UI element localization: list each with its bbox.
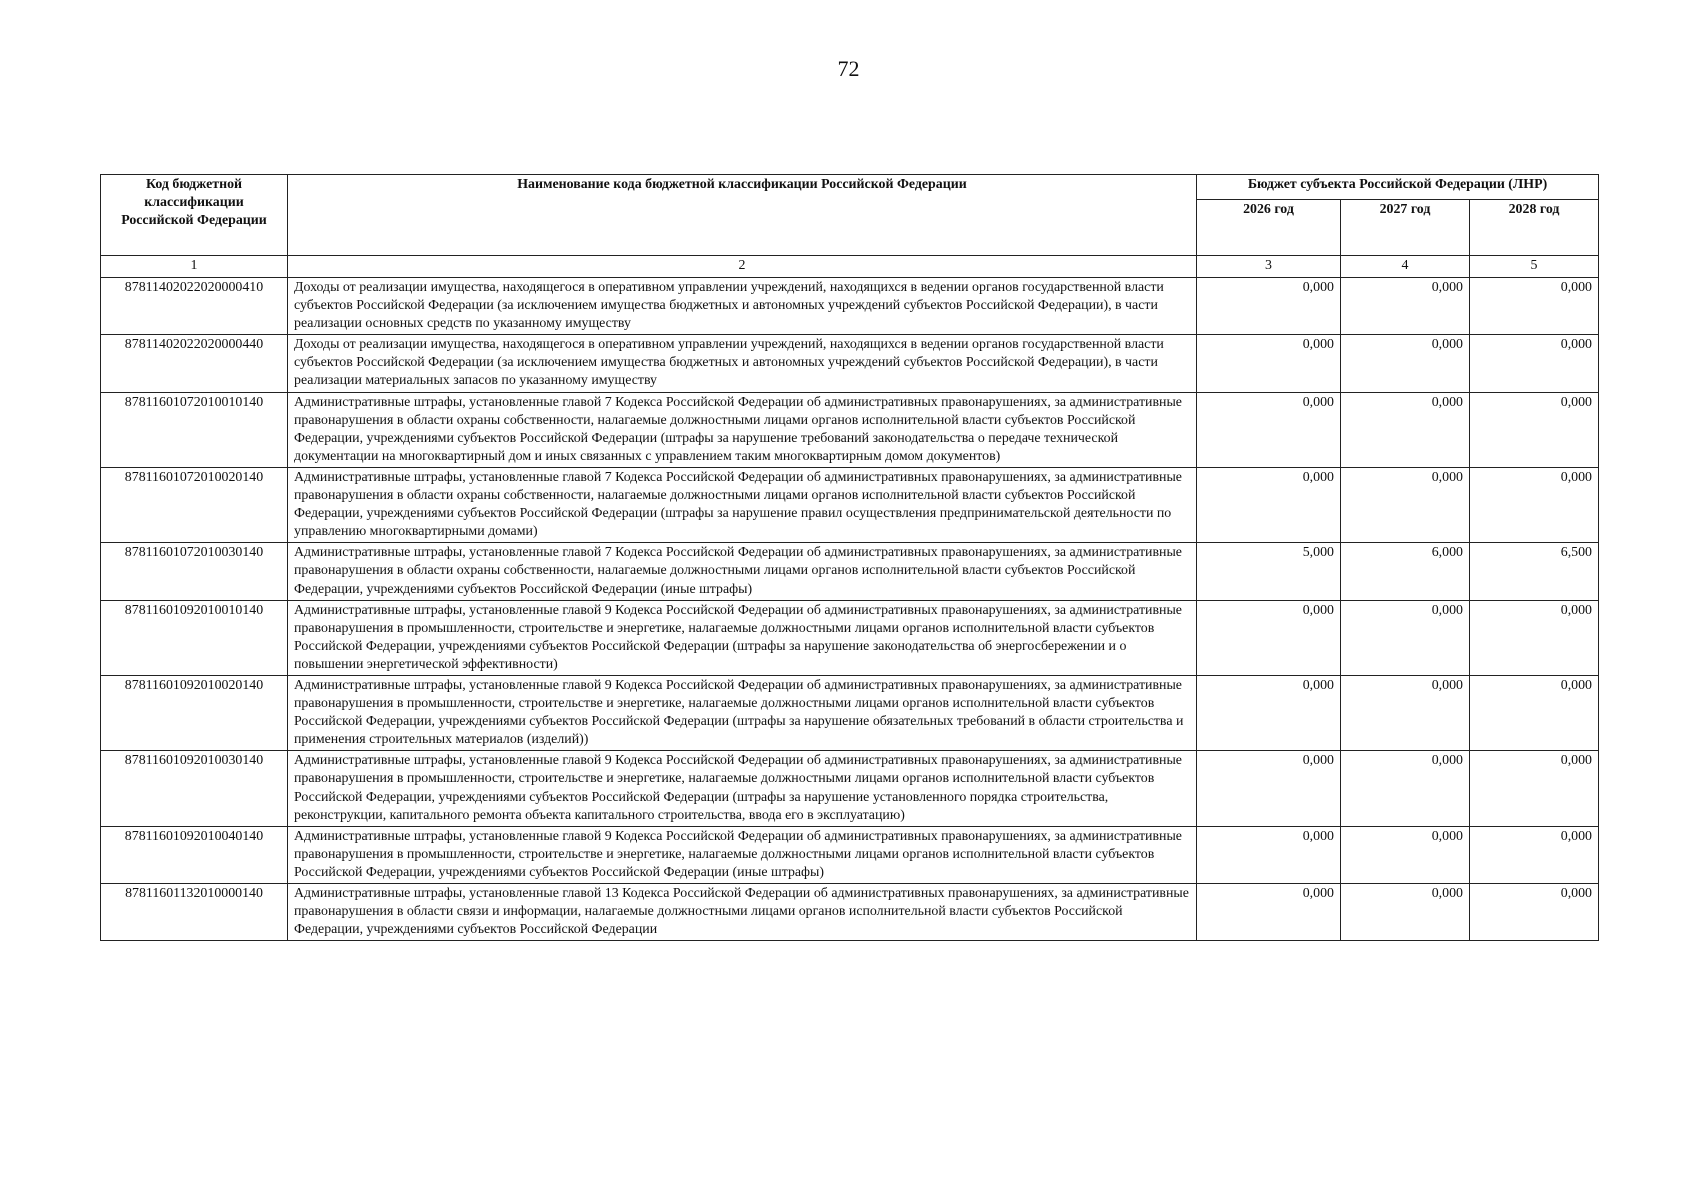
row-name: Административные штрафы, установленные главой 9 Кодекса Российской Федерации об административных правонарушениях, за административные правонарушения в промышленности, строительстве и энергетике, налагаемые должностными лицами органов исполнительной власти субъектов Российской Федерации, учреждениями субъектов Российской Федерации (иные штрафы) <box>288 826 1197 883</box>
row-name: Административные штрафы, установленные главой 9 Кодекса Российской Федерации об административных правонарушениях, за административные правонарушения в промышленности, строительстве и энергетике, налагаемые должностными лицами органов исполнительной власти субъектов Российской Федерации, учреждениями субъектов Российской Федерации (штрафы за нарушение установленного порядка строительства, реконструкции, капитального ремонта объекта капитального строительства, ввода его в эксплуатацию) <box>288 751 1197 826</box>
row-value-2026: 0,000 <box>1197 600 1341 675</box>
row-value-2028: 0,000 <box>1470 884 1599 941</box>
row-value-2028: 0,000 <box>1470 751 1599 826</box>
row-code: 87811601092010020140 <box>101 675 288 750</box>
table-row <box>101 278 1599 335</box>
row-code: 87811601072010030140 <box>101 543 288 600</box>
row-value-2026: 0,000 <box>1197 335 1341 392</box>
row-name: Административные штрафы, установленные главой 7 Кодекса Российской Федерации об административных правонарушениях, за административные правонарушения в области охраны собственности, налагаемые должностными лицами органов исполнительной власти субъектов Российской Федерации, учреждениями субъектов Российской Федерации (штрафы за нарушение правил осуществления предпринимательской деятельности по управлению многоквартирными домами) <box>288 467 1197 542</box>
header-row-top <box>101 175 1599 200</box>
row-value-2028: 0,000 <box>1470 335 1599 392</box>
row-value-2026: 0,000 <box>1197 826 1341 883</box>
table-row <box>101 467 1599 542</box>
row-code: 87811402022020000410 <box>101 278 288 335</box>
row-value-2027: 0,000 <box>1341 278 1470 335</box>
row-value-2026: 0,000 <box>1197 392 1341 467</box>
row-value-2027: 0,000 <box>1341 600 1470 675</box>
column-number-row <box>101 256 1599 278</box>
row-value-2027: 0,000 <box>1341 826 1470 883</box>
row-value-2027: 0,000 <box>1341 335 1470 392</box>
header-year-2026: 2026 год <box>1197 199 1341 255</box>
column-number: 4 <box>1341 256 1470 278</box>
row-code: 87811601132010000140 <box>101 884 288 941</box>
column-number: 2 <box>288 256 1197 278</box>
row-code: 87811601092010040140 <box>101 826 288 883</box>
row-value-2028: 0,000 <box>1470 600 1599 675</box>
table-row <box>101 392 1599 467</box>
row-code: 87811601092010030140 <box>101 751 288 826</box>
page-number: 72 <box>837 56 860 81</box>
table-row <box>101 751 1599 826</box>
table-row <box>101 826 1599 883</box>
row-value-2026: 0,000 <box>1197 884 1341 941</box>
row-value-2027: 0,000 <box>1341 467 1470 542</box>
row-value-2028: 0,000 <box>1470 278 1599 335</box>
column-number: 5 <box>1470 256 1599 278</box>
table-body <box>101 278 1599 941</box>
row-name: Административные штрафы, установленные главой 13 Кодекса Российской Федерации об административных правонарушениях, за административные правонарушения в области связи и информации, налагаемые должностными лицами органов исполнительной власти субъектов Российской Федерации, учреждениями субъектов Российской Федерации <box>288 884 1197 941</box>
row-code: 87811601072010010140 <box>101 392 288 467</box>
row-name: Административные штрафы, установленные главой 7 Кодекса Российской Федерации об административных правонарушениях, за административные правонарушения в области охраны собственности, налагаемые должностными лицами органов исполнительной власти субъектов Российской Федерации, учреждениями субъектов Российской Федерации (штрафы за нарушение требований законодательства о передаче технической документации на многоквартирный дом и иных связанных с управлением таким многоквартирным домом документов) <box>288 392 1197 467</box>
header-name: Наименование кода бюджетной классификации Российской Федерации <box>288 175 1197 256</box>
row-code: 87811601072010020140 <box>101 467 288 542</box>
table-row <box>101 675 1599 750</box>
row-value-2027: 0,000 <box>1341 675 1470 750</box>
row-name: Доходы от реализации имущества, находящегося в оперативном управлении учреждений, находящихся в ведении органов государственной власти субъектов Российской Федерации (за исключением имущества бюджетных и автономных учреждений субъектов Российской Федерации), в части реализации материальных запасов по указанному имуществу <box>288 335 1197 392</box>
row-value-2027: 0,000 <box>1341 884 1470 941</box>
column-number: 1 <box>101 256 288 278</box>
row-value-2026: 0,000 <box>1197 675 1341 750</box>
header-budget: Бюджет субъекта Российской Федерации (ЛНР) <box>1197 175 1599 200</box>
row-value-2026: 0,000 <box>1197 278 1341 335</box>
header-year-2028: 2028 год <box>1470 199 1599 255</box>
row-value-2028: 0,000 <box>1470 675 1599 750</box>
row-code: 87811601092010010140 <box>101 600 288 675</box>
header-code: Код бюджетной классификации Российской Федерации <box>101 175 288 256</box>
row-value-2028: 6,500 <box>1470 543 1599 600</box>
row-value-2026: 0,000 <box>1197 467 1341 542</box>
row-value-2027: 0,000 <box>1341 751 1470 826</box>
table-row <box>101 600 1599 675</box>
row-value-2027: 6,000 <box>1341 543 1470 600</box>
row-value-2028: 0,000 <box>1470 392 1599 467</box>
row-name: Административные штрафы, установленные главой 9 Кодекса Российской Федерации об административных правонарушениях, за административные правонарушения в промышленности, строительстве и энергетике, налагаемые должностными лицами органов исполнительной власти субъектов Российской Федерации, учреждениями субъектов Российской Федерации (штрафы за нарушение обязательных требований в области строительства и применения строительных материалов (изделий)) <box>288 675 1197 750</box>
column-number: 3 <box>1197 256 1341 278</box>
table-row <box>101 335 1599 392</box>
table-row <box>101 543 1599 600</box>
row-value-2026: 0,000 <box>1197 751 1341 826</box>
row-value-2028: 0,000 <box>1470 826 1599 883</box>
row-name: Административные штрафы, установленные главой 7 Кодекса Российской Федерации об административных правонарушениях, за административные правонарушения в области охраны собственности, налагаемые должностными лицами органов исполнительной власти субъектов Российской Федерации, учреждениями субъектов Российской Федерации (иные штрафы) <box>288 543 1197 600</box>
row-name: Административные штрафы, установленные главой 9 Кодекса Российской Федерации об административных правонарушениях, за административные правонарушения в промышленности, строительстве и энергетике, налагаемые должностными лицами органов исполнительной власти субъектов Российской Федерации, учреждениями субъектов Российской Федерации (штрафы за нарушение законодательства об энергосбережении и о повышении энергетической эффективности) <box>288 600 1197 675</box>
table-row <box>101 884 1599 941</box>
row-name: Доходы от реализации имущества, находящегося в оперативном управлении учреждений, находящихся в ведении органов государственной власти субъектов Российской Федерации (за исключением имущества бюджетных и автономных учреждений субъектов Российской Федерации), в части реализации основных средств по указанному имуществу <box>288 278 1197 335</box>
row-value-2026: 5,000 <box>1197 543 1341 600</box>
row-code: 87811402022020000440 <box>101 335 288 392</box>
table-header <box>101 175 1599 278</box>
budget-classification-table <box>100 174 1599 941</box>
row-value-2027: 0,000 <box>1341 392 1470 467</box>
row-value-2028: 0,000 <box>1470 467 1599 542</box>
header-year-2027: 2027 год <box>1341 199 1470 255</box>
